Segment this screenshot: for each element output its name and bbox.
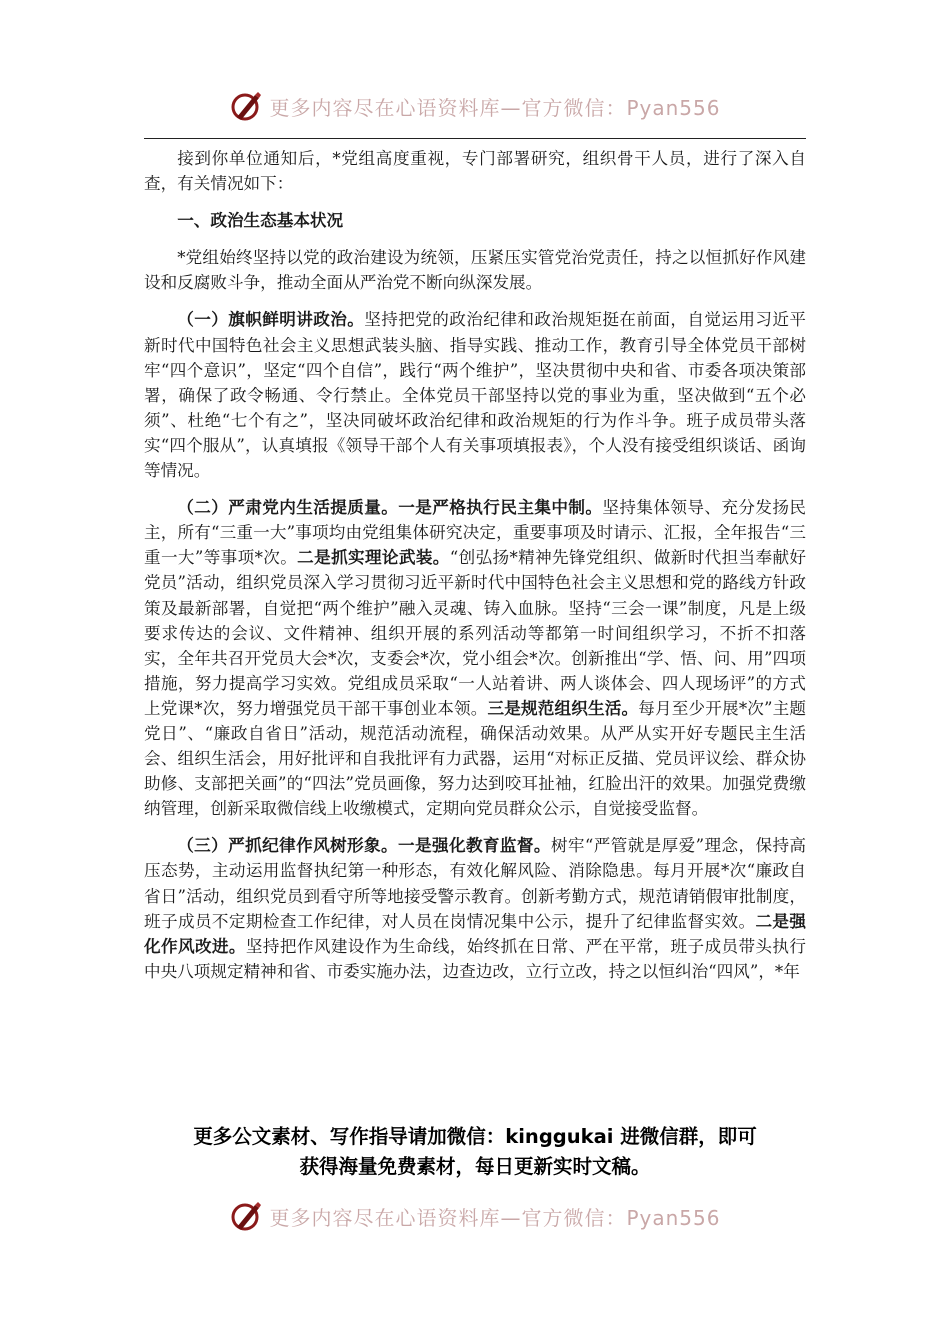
subpoint-text: 坚持集体领导、充分发扬民主，所有“三重一大”事项均由党组集体研究决定，重要事项及时请示、汇报，全年报告“三重一大”等事项*次。: [144, 498, 807, 568]
subpoint-title: 一是强化教育监督。: [398, 835, 551, 856]
section-heading: 一、政治生态基本状况: [177, 210, 344, 231]
promo-line-1: 更多公文素材、写作指导请加微信：kinggukai 进微信群，即可: [193, 1125, 757, 1148]
subpoint-text: 树牢“严管就是厚爱”理念，保持高压态势，主动运用监督执纪第一种形态，有效化解风险、消除隐患。每月开展*次“廉政自省日”活动，组织党员到看守所等地接受警示教育。创新考勤方式，规范请销假审批制度，班子成员不定期检查工作纪律，对人员在岗情况集中公示，提升了纪律监督实效。: [144, 836, 807, 931]
subpoint-text: 每月至少开展*次”主题党日”、“廉政自省日”活动，规范活动流程，确保活动效果。从严从实开好专题民主生活会、组织生活会，用好批评和自我批评有力武器，运用“对标正反描、党员评议绘、群众协助修、支部把关画”的“四法”党员画像，努力达到咬耳扯袖，红脸出汗的效果。加强党费缴纳管理，创新采取微信线上收缴模式，定期向党员群众公示，自觉接受监督。: [144, 698, 807, 819]
intro-paragraph: 接到你单位通知后，*党组高度重视，专门部署研究，组织骨干人员，进行了深入自查，有关情况如下：: [144, 149, 806, 194]
paragraph-text: 坚持把党的政治纪律和政治规矩挺在前面，自觉运用习近平新时代中国特色社会主义思想武装头脑、指导实践、推动工作，教育引导全体党员干部树牢“四个意识”，坚定“四个自信”，践行“两个维护”，坚决贯彻中央和省、市委各项决策部署，确保了政令畅通、令行禁止。全体党员干部坚持以党的事业为重，坚决做到“五个必须”、杜绝“七个有之”，坚决同破坏政治纪律和政治规矩的行为作斗争。班子成员带头落实“四个服从”，认真填报《领导干部个人有关事项填报表》，个人没有接受组织谈话、函询等情况。: [144, 310, 807, 481]
footer-watermark: [0, 1192, 950, 1240]
paragraph-party-life: [144, 495, 806, 821]
subpoint-title: 二是强化作风改进。: [144, 910, 806, 956]
pen-logo-icon: [229, 1199, 263, 1233]
subpoint-text: “创弘扬*精神先锋党组织、做新时代担当奉献好党员”活动，组织党员深入学习贯彻习近平新时代中国特色社会主义思想和党的路线方针政策及最新部署，自觉把“两个维护”融入灵魂、铸入血脉。坚持“三会一课”制度，凡是上级要求传达的会议、文件精神、组织开展的系列活动等都第一时间组织学习，不折不扣落实，全年共召开党员大会*次，支委会*次，党小组会*次。创新推出“学、悟、问、用”四项措施，努力提高学习实效。党组成员采取“一人站着讲、两人谈体会、四人现场评”的方式上党课*次，努力增强党员干部干事创业本领。: [144, 548, 807, 718]
banner: [229, 89, 720, 123]
banner: [229, 1199, 720, 1233]
document-body: [144, 146, 806, 984]
subpoint-title: 一是严格执行民主集中制。: [398, 497, 603, 518]
promo-notice: [144, 1122, 806, 1182]
subpoint-text: 坚持把作风建设作为生命线，始终抓在日常、严在平常，班子成员带头执行中央八项规定精神和省、市委实施办法，边查边改，立行立改，持之以恒纠治“四风”，*年: [144, 936, 806, 981]
banner-text: 更多内容尽在心语资料库—官方微信：Pyan556: [269, 95, 721, 120]
subpoint-title: 三是规范组织生活。: [487, 697, 639, 718]
paragraph-politics: [144, 307, 806, 483]
header-watermark: [0, 82, 950, 130]
paragraph-lead: （二）严肃党内生活提质量。: [177, 497, 399, 518]
section-summary: *党组始终坚持以党的政治建设为统领，压紧压实管党治党责任，持之以恒抓好作风建设和反腐败斗争，推动全面从严治党不断向纵深发展。: [144, 248, 806, 293]
paragraph-lead: （一）旗帜鲜明讲政治。: [177, 309, 365, 330]
paragraph-lead: （三）严抓纪律作风树形象。: [177, 835, 398, 856]
pen-logo-icon: [229, 89, 263, 123]
banner-text: 更多内容尽在心语资料库—官方微信：Pyan556: [269, 1205, 721, 1230]
header-divider: [144, 138, 806, 139]
paragraph-discipline: [144, 833, 806, 984]
promo-line-2: 获得海量免费素材，每日更新实时文稿。: [299, 1155, 651, 1178]
subpoint-title: 二是抓实理论武装。: [297, 547, 450, 568]
